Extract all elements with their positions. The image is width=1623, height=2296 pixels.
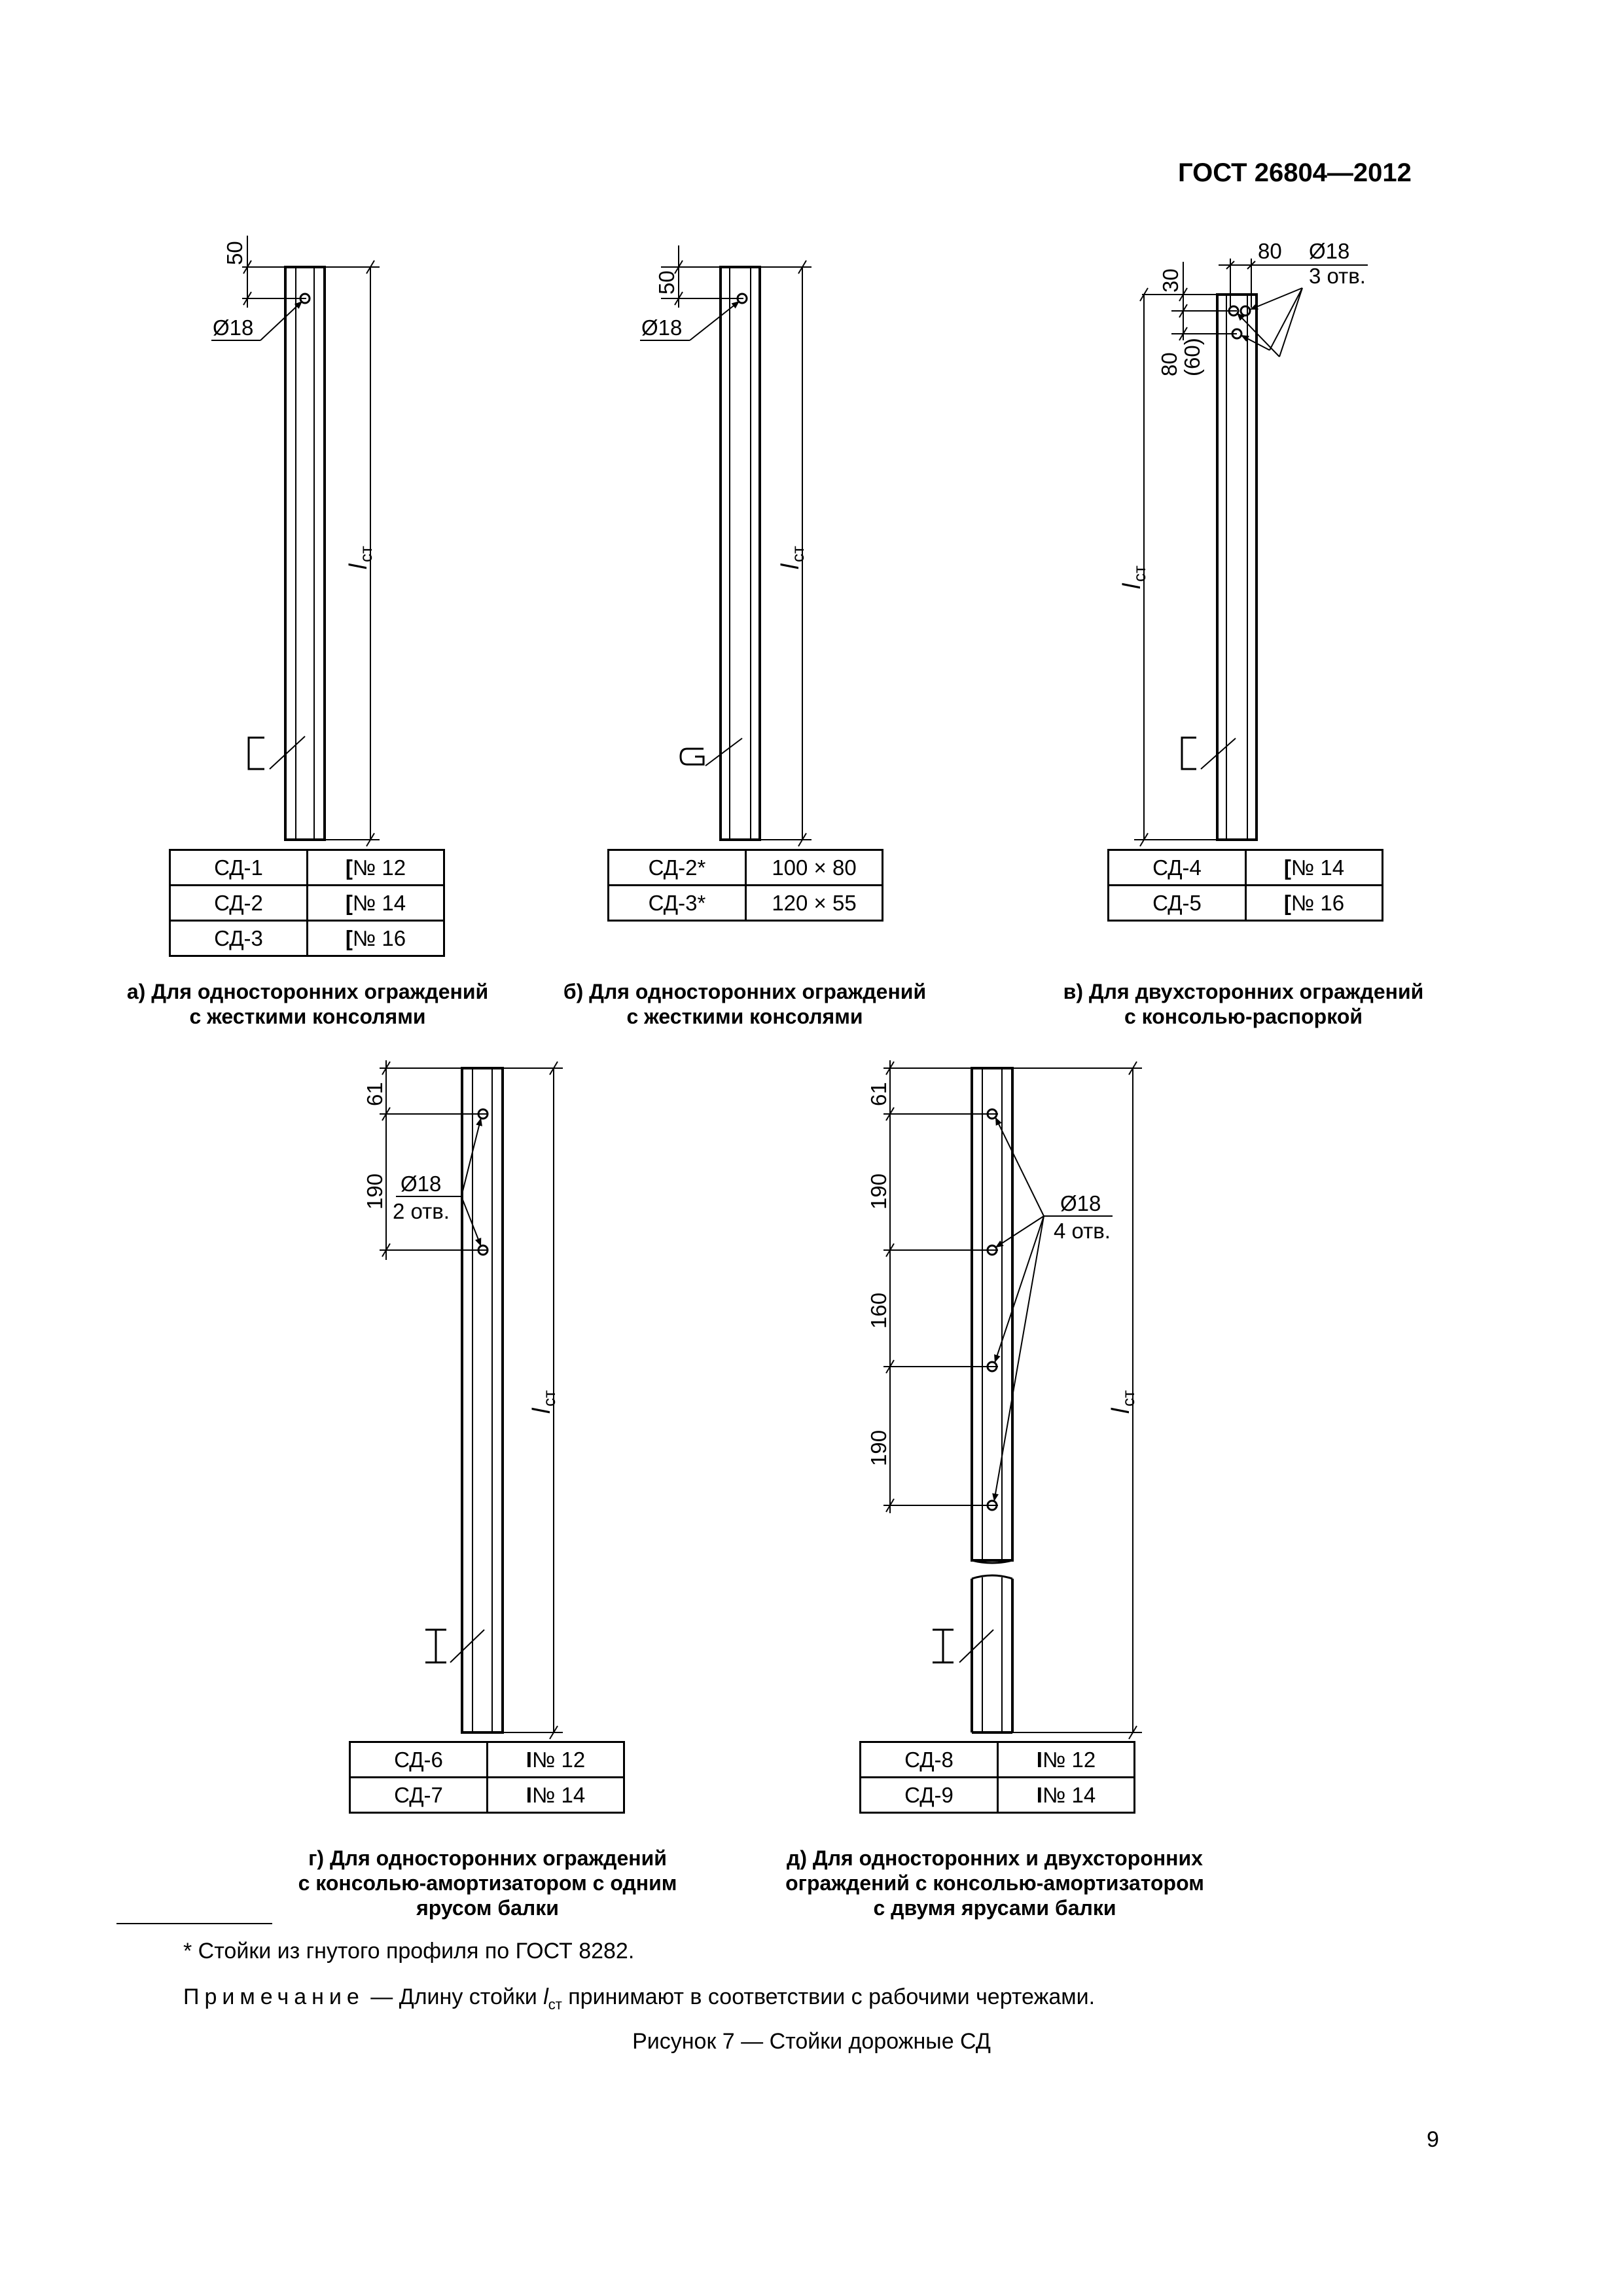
- note-text-after: принимают в соответствии с рабочими чертежами.: [562, 1984, 1096, 2009]
- dim-b-length: l: [777, 564, 804, 569]
- spec-table-v: [1107, 849, 1383, 922]
- dim-v-spacing-alt: (60): [1180, 338, 1204, 376]
- page-number: 9: [1427, 2127, 1439, 2152]
- table-cell: [№ 14: [308, 886, 444, 921]
- table-cell: СД-1: [170, 850, 308, 886]
- caption-line: ограждений с консолью-амортизатором: [785, 1871, 1204, 1895]
- table-cell: СД-5: [1109, 886, 1246, 921]
- table-cell: СД-2: [170, 886, 308, 921]
- note-label: Примечание: [183, 1984, 365, 2009]
- dim-v-hole: Ø18: [1309, 239, 1350, 263]
- dim-d-hole: Ø18: [1060, 1191, 1101, 1215]
- caption-d: [772, 1846, 1217, 1920]
- i-beam-section-icon: I: [1036, 1782, 1043, 1807]
- channel-section-icon: [1182, 738, 1196, 769]
- table-cell: СД-6: [350, 1742, 488, 1778]
- channel-section-icon: [249, 738, 264, 769]
- caption-line: в) Для двухсторонних ограждений: [1063, 980, 1424, 1003]
- i-beam-section-icon: I: [1036, 1747, 1043, 1772]
- caption-line: с двумя ярусами балки: [873, 1896, 1116, 1920]
- i-beam-section-icon: I: [526, 1747, 532, 1772]
- channel-section-icon: [: [345, 925, 353, 950]
- table-cell: [№ 12: [308, 850, 444, 886]
- table-cell: 100 × 80: [746, 850, 883, 886]
- post-g: [380, 1060, 563, 1739]
- figure-caption: Рисунок 7 — Стойки дорожные СД: [632, 2029, 991, 2054]
- table-cell: СД-7: [350, 1778, 488, 1813]
- dim-d-hole-count: 4 отв.: [1054, 1219, 1111, 1243]
- caption-b: [548, 979, 941, 1029]
- table-cell: I№ 12: [488, 1742, 624, 1778]
- dim-g-spacing: 190: [363, 1173, 387, 1210]
- channel-section-icon: [: [345, 890, 353, 915]
- dim-d-s1: 190: [866, 1173, 891, 1210]
- dim-g-top: 61: [363, 1082, 387, 1106]
- table-cell: [№ 16: [308, 921, 444, 956]
- table-cell: [№ 16: [1246, 886, 1383, 921]
- dim-b-length-sub: ст: [788, 546, 808, 562]
- table-cell: [№ 14: [1246, 850, 1383, 886]
- table-cell: СД-9: [861, 1778, 998, 1813]
- caption-line: ярусом балки: [416, 1896, 559, 1920]
- channel-section-icon: [: [345, 855, 353, 880]
- dim-b-hole: Ø18: [641, 315, 683, 340]
- dim-b-top: 50: [654, 270, 679, 295]
- note-symbol-sub: ст: [548, 1996, 562, 2013]
- note-symbol: l: [543, 1984, 548, 2009]
- caption-line: д) Для односторонних и двухсторонних: [787, 1846, 1203, 1870]
- spec-table-d: [859, 1741, 1135, 1814]
- table-cell: I№ 12: [998, 1742, 1135, 1778]
- table-cell: СД-8: [861, 1742, 998, 1778]
- dim-g-hole: Ø18: [401, 1172, 442, 1196]
- document-id: ГОСТ 26804—2012: [1178, 158, 1412, 187]
- spec-table-g: [349, 1741, 625, 1814]
- i-beam-section-icon: I: [526, 1782, 532, 1807]
- spec-table-a: [169, 849, 445, 957]
- footnote: * Стойки из гнутого профиля по ГОСТ 8282.: [183, 1939, 635, 1964]
- dim-g-hole-count: 2 отв.: [393, 1199, 450, 1223]
- caption-line: с консолью-распоркой: [1124, 1005, 1363, 1028]
- dim-a-length-sub: ст: [356, 546, 376, 562]
- dim-a-hole: Ø18: [213, 315, 254, 340]
- caption-v: [1047, 979, 1440, 1029]
- table-cell: СД-2*: [609, 850, 746, 886]
- caption-line: с жесткими консолями: [189, 1005, 426, 1028]
- dim-g-length-sub: ст: [539, 1390, 559, 1407]
- caption-line: а) Для односторонних ограждений: [126, 980, 489, 1003]
- dim-g-length: l: [528, 1408, 556, 1414]
- dim-v-width: 80: [1258, 239, 1282, 263]
- spec-table-b: [607, 849, 883, 922]
- caption-line: б) Для односторонних ограждений: [563, 980, 927, 1003]
- i-beam-section-icon: [425, 1630, 446, 1662]
- dim-v-hole-count: 3 отв.: [1309, 264, 1366, 288]
- dim-d-top: 61: [866, 1082, 891, 1106]
- figure-note: [183, 1984, 1095, 2013]
- dim-d-s2: 160: [866, 1292, 891, 1329]
- caption-line: г) Для односторонних ограждений: [308, 1846, 667, 1870]
- dim-v-length: l: [1118, 583, 1146, 589]
- bent-profile-section-icon: [681, 749, 704, 764]
- caption-line: с консолью-амортизатором с одним: [298, 1871, 677, 1895]
- caption-g: [288, 1846, 687, 1920]
- dim-a-length: l: [345, 564, 372, 569]
- channel-section-icon: [: [1283, 890, 1291, 915]
- dim-v-top: 30: [1158, 268, 1183, 293]
- table-cell: I№ 14: [998, 1778, 1135, 1813]
- table-cell: I№ 14: [488, 1778, 624, 1813]
- post-v: [1134, 259, 1368, 846]
- dim-d-s3: 190: [866, 1429, 891, 1466]
- note-text-before: — Длину стойки: [364, 1984, 544, 2009]
- table-cell: СД-4: [1109, 850, 1246, 886]
- channel-section-icon: [: [1283, 855, 1291, 880]
- table-cell: 120 × 55: [746, 886, 883, 921]
- i-beam-section-icon: [933, 1630, 954, 1662]
- dim-d-length-sub: ст: [1118, 1390, 1138, 1407]
- dim-d-length: l: [1107, 1408, 1135, 1414]
- table-cell: СД-3*: [609, 886, 746, 921]
- dim-v-length-sub: ст: [1130, 565, 1149, 582]
- dim-a-top: 50: [223, 241, 247, 265]
- dim-v-spacing: 80: [1157, 352, 1181, 376]
- caption-a: [111, 979, 504, 1029]
- caption-line: с жесткими консолями: [626, 1005, 863, 1028]
- table-cell: СД-3: [170, 921, 308, 956]
- post-d: [883, 1060, 1142, 1739]
- footnote-separator: [116, 1923, 272, 1924]
